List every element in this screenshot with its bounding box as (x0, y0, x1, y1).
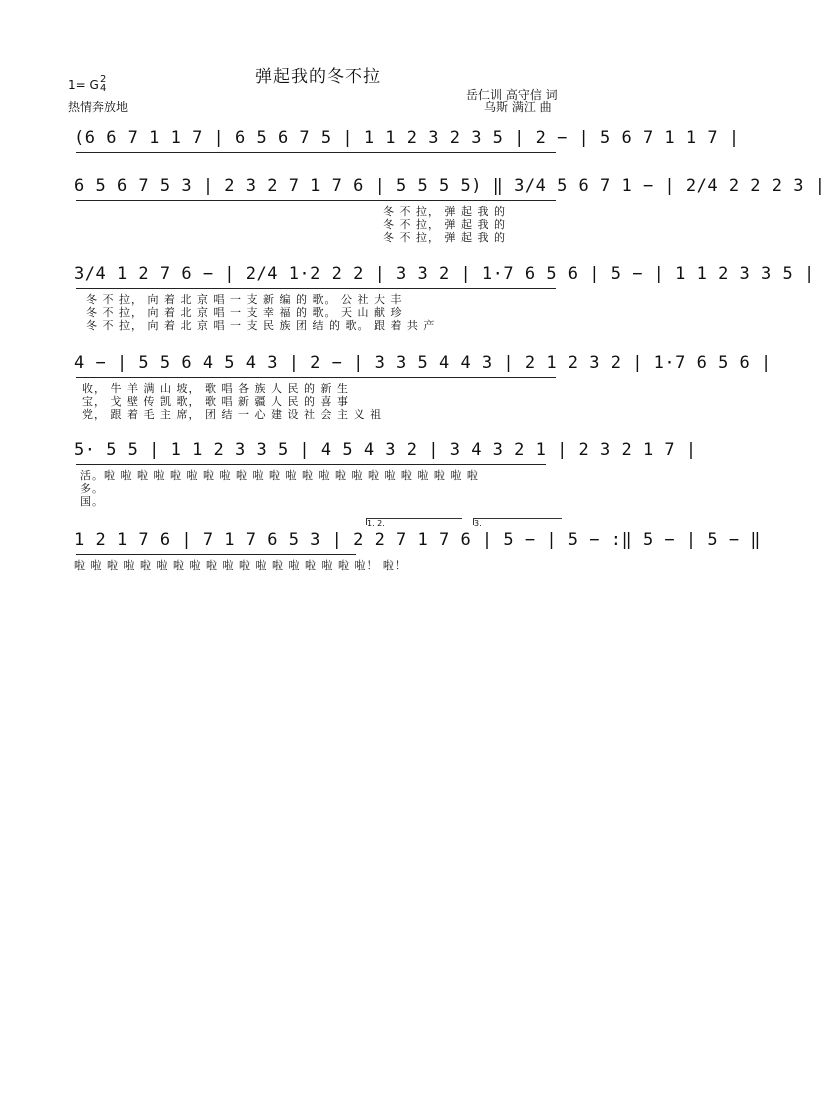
underline-beam (76, 288, 556, 289)
lyricist-credit: 岳仁训 高守信 词 (466, 88, 558, 102)
time-signature (100, 75, 106, 93)
tempo-marking: 热情奔放地 (68, 100, 129, 114)
lyric-line: 啦 啦 啦 啦 啦 啦 啦 啦 啦 啦 啦 啦 啦 啦 啦 啦 啦 啦！ 啦！ (74, 559, 407, 572)
lyric-line: 冬 不 拉， 弹 起 我 的 (383, 231, 506, 244)
meter-top: 2 (100, 74, 107, 85)
lyric-line: 宝， 戈 壁 传 凯 歌， 歌 唱 新 疆 人 民 的 喜 事 (82, 395, 349, 408)
underline-beam (76, 377, 556, 378)
lyric-line: 冬 不 拉， 向 着 北 京 唱 一 支 新 编 的 歌。 公 社 大 丰 (86, 293, 403, 306)
underline-beam (76, 152, 556, 153)
page-title: 弹起我的冬不拉 (255, 67, 381, 87)
notes-line: 5· 5 5 | 1 1 2 3 3 5 | 4 5 4 3 2 | 3 4 3 2 1 | 2 3 2 1 7 | (74, 440, 697, 460)
meter-bottom: 4 (100, 83, 107, 94)
volta-second-ending (473, 518, 562, 528)
lyric-line: 活。啦 啦 啦 啦 啦 啦 啦 啦 啦 啦 啦 啦 啦 啦 啦 啦 啦 啦 啦 啦 啦 啦 啦 (80, 469, 479, 482)
underline-beam (76, 464, 546, 465)
lyric-line: 冬 不 拉， 弹 起 我 的 (383, 205, 506, 218)
notes-line: 6 5 6 7 5 3 | 2 3 2 7 1 7 6 | 5 5 5 5) ‖ 3/4 5 6 7 1 − | 2/4 2 2 2 3 | (74, 176, 825, 196)
lyric-line: 冬 不 拉， 弹 起 我 的 (383, 218, 506, 231)
volta-first-ending (366, 518, 462, 528)
composer-credit: 乌斯 满江 曲 (484, 100, 552, 114)
lyric-line: 党， 跟 着 毛 主 席， 团 结 一 心 建 设 社 会 主 义 祖 (82, 408, 382, 421)
notes-line: 4 − | 5 5 6 4 5 4 3 | 2 − | 3 3 5 4 4 3 | 2 1 2 3 2 | 1·7 6 5 6 | (74, 353, 772, 373)
volta-first-label: 1. 2. (367, 519, 385, 528)
notes-line: (6 6 7 1 1 7 | 6 5 6 7 5 | 1 1 2 3 2 3 5 | 2 − | 5 6 7 1 1 7 | (74, 128, 740, 148)
lyric-line: 冬 不 拉， 向 着 北 京 唱 一 支 民 族 团 结 的 歌。 跟 着 共 产 (86, 319, 436, 332)
key-signature: 1= G (68, 78, 99, 92)
volta-second-label: 3. (474, 519, 482, 528)
notes-line: 3/4 1 2 7 6 − | 2/4 1·2 2 2 | 3 3 2 | 1·7 6 5 6 | 5 − | 1 1 2 3 3 5 | (74, 264, 815, 284)
lyric-line: 收， 牛 羊 满 山 坡， 歌 唱 各 族 人 民 的 新 生 (82, 382, 349, 395)
lyric-line: 多。 (80, 482, 104, 495)
lyric-line: 国。 (80, 495, 104, 508)
underline-beam (76, 200, 556, 201)
notes-line: 1 2 1 7 6 | 7 1 7 6 5 3 | 2 2 7 1 7 6 | 5 − | 5 − :‖ 5 − | 5 − ‖ (74, 530, 762, 550)
lyric-line: 冬 不 拉， 向 着 北 京 唱 一 支 幸 福 的 歌。 天 山 献 珍 (86, 306, 403, 319)
underline-beam (76, 554, 356, 555)
